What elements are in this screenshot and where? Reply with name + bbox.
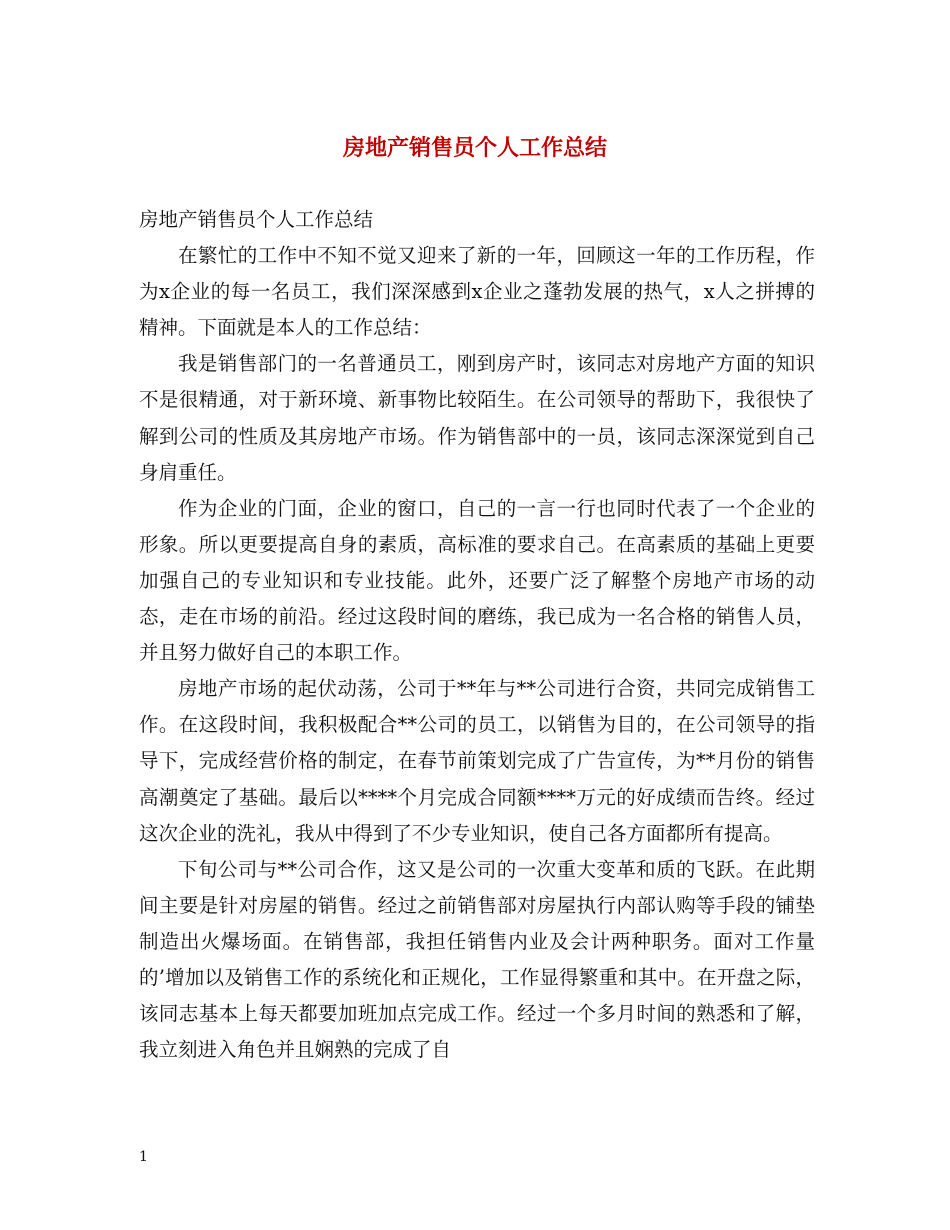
page-number: 1 xyxy=(139,1149,148,1165)
document-subtitle: 房地产销售员个人工作总结 xyxy=(139,208,374,231)
paragraph-3: 作为企业的门面，企业的窗口，自己的一言一行也同时代表了一个企业的形象。所以更要提高自身的素质，高标准的要求自己。在高素质的基础上更要加强自己的专业知识和专业技能。此外，还要广泛了解整个房地产市场的动态，走在市场的前沿。经过这段时间的磨练，我已成为一名合格的销售人员，并且努力做好自己的本职工作。 xyxy=(139,496,815,665)
paragraph-2: 我是销售部门的一名普通员工，刚到房产时，该同志对房地产方面的知识不是很精通，对于新环境、新事物比较陌生。在公司领导的帮助下，我很快了解到公司的性质及其房地产市场。作为销售部中的一员，该同志深深觉到自己身肩重任。 xyxy=(139,352,815,484)
paragraph-4: 房地产市场的起伏动荡，公司于**年与**公司进行合资，共同完成销售工作。在这段时间，我积极配合**公司的员工，以销售为目的，在公司领导的指导下，完成经营价格的制定，在春节前策划完成了广告宣传，为**月份的销售高潮奠定了基础。最后以****个月完成合同额****万元的好成绩而告终。经过这次企业的洗礼，我从中得到了不少专业知识，使自己各方面都所有提高。 xyxy=(139,677,815,845)
document-title: 房地产销售员个人工作总结 xyxy=(342,135,607,161)
document-body xyxy=(139,202,815,1068)
paragraph-5: 下旬公司与**公司合作，这又是公司的一次重大变革和质的飞跃。在此期间主要是针对房屋的销售。经过之前销售部对房屋执行内部认购等手段的铺垫制造出火爆场面。在销售部，我担任销售内业及会计两种职务。面对工作量的’增加以及销售工作的系统化和正规化，工作显得繁重和其中。在开盘之际，该同志基本上每天都要加班加点完成工作。经过一个多月时间的熟悉和了解，我立刻进入角色并且娴熟的完成了自 xyxy=(139,857,815,1062)
paragraph-1: 在繁忙的工作中不知不觉又迎来了新的一年，回顾这一年的工作历程，作为x企业的每一名员工，我们深深感到x企业之蓬勃发展的热气，x人之拼搏的精神。下面就是本人的工作总结： xyxy=(139,244,815,340)
